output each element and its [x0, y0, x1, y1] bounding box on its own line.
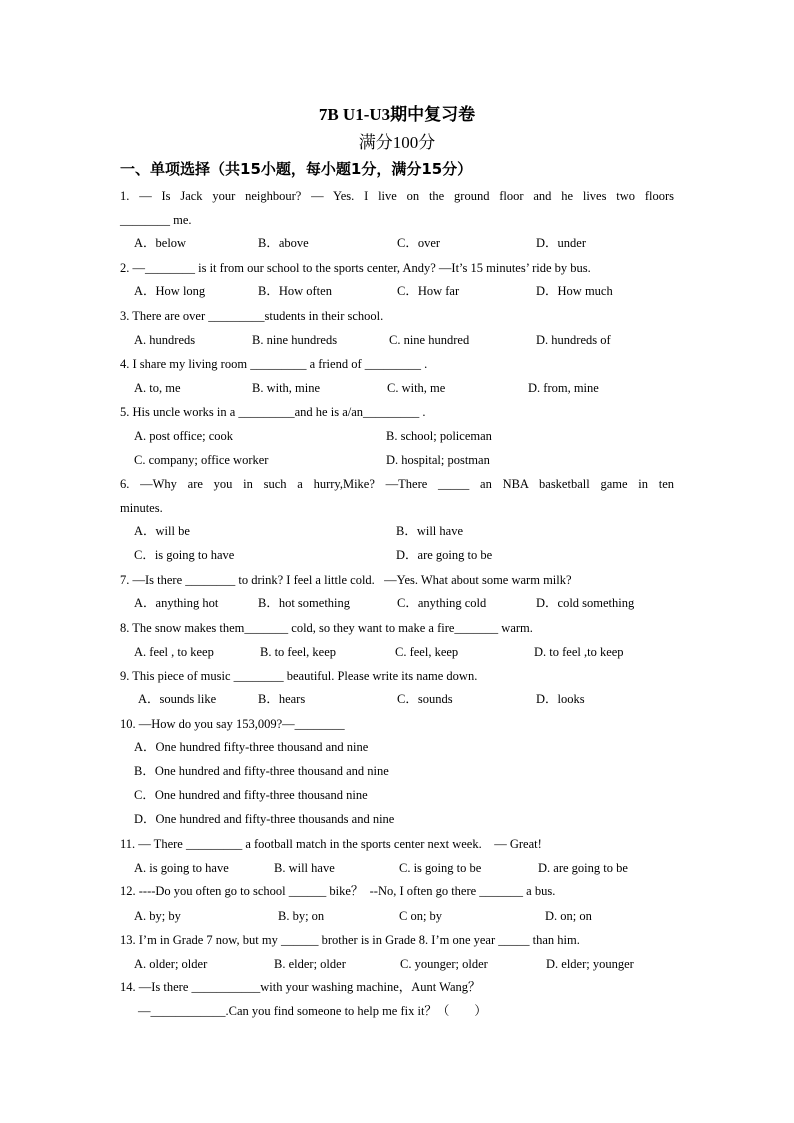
question-stem: 5. His uncle works in a _________and he is a/an_________ . [120, 405, 426, 419]
question-stem: 6. —Why are you in such a hurry,Mike? —There _____ an NBA basketball game in ten [120, 477, 674, 491]
question-stem: 14. —Is there ___________with your washing machine，Aunt Wang？ [120, 980, 481, 994]
option: D. elder; younger [546, 957, 634, 971]
option: B．above [258, 236, 309, 250]
option: B．hot something [258, 596, 351, 610]
option: A. older; older [134, 957, 208, 971]
question-stem: 13. I’m in Grade 7 now, but my ______ brother is in Grade 8. I’m one year _____ than him. [120, 933, 580, 947]
option: D. are going to be [538, 861, 628, 875]
option: A．anything hot [134, 596, 219, 610]
question-stem-continuation: —____________.Can you find someone to help me fix it？（ ） [138, 1004, 487, 1018]
option: B. elder; older [274, 957, 346, 971]
option: A. hundreds [134, 333, 196, 347]
option: C. is going to be [399, 861, 482, 875]
option: D. to feel ,to keep [534, 645, 624, 659]
option: D. hospital; postman [386, 453, 490, 467]
section-heading: 一、单项选择（共15小题，每小题1分，满分15分） [120, 160, 473, 178]
option: A．How long [134, 284, 206, 298]
option: C．sounds [397, 692, 453, 706]
option: B．hears [258, 692, 306, 706]
option: D. from, mine [528, 381, 599, 395]
option: A．One hundred fifty-three thousand and nine [134, 740, 369, 754]
option: B. by; on [278, 909, 325, 923]
option: D. on; on [545, 909, 592, 923]
option: A. feel , to keep [134, 645, 214, 659]
option: A. is going to have [134, 861, 229, 875]
page-subtitle: 满分100分 [358, 133, 436, 152]
question-stem: 1. — Is Jack your neighbour? — Yes. I live on the ground floor and he lives two floors [120, 189, 674, 203]
option: D．How much [536, 284, 613, 298]
option: C．anything cold [397, 596, 487, 610]
question-stem: 2. —________ is it from our school to the sports center, Andy? —It’s 15 minutes’ ride by bus. [120, 261, 591, 275]
option: B．will have [396, 524, 464, 538]
option: A．sounds like [138, 692, 217, 706]
question-stem: 12. ----Do you often go to school ______ bike？ --No, I often go there _______ a bus. [120, 884, 556, 898]
option: D．are going to be [396, 548, 493, 562]
option: C. nine hundred [389, 333, 470, 347]
option: C. younger; older [400, 957, 488, 971]
option: B. school; policeman [386, 429, 492, 443]
option: C. with, me [387, 381, 446, 395]
question-stem: 4. I share my living room _________ a friend of _________ . [120, 357, 428, 371]
question-stem: 8. The snow makes them_______ cold, so they want to make a fire_______ warm. [120, 621, 533, 635]
option: B. nine hundreds [252, 333, 338, 347]
option: D. hundreds of [536, 333, 611, 347]
page-title: 7B U1-U3期中复习卷 [318, 105, 476, 124]
option: D．One hundred and fifty-three thousands and nine [134, 812, 395, 826]
option: D．cold something [536, 596, 635, 610]
option: A. by; by [134, 909, 181, 923]
option: C．over [397, 236, 441, 250]
option: A．below [134, 236, 187, 250]
option: B．How often [258, 284, 332, 298]
option: A. post office; cook [134, 429, 234, 443]
question-stem: 7. —Is there ________ to drink? I feel a little cold. —Yes. What about some warm milk? [120, 573, 572, 587]
option: D．under [536, 236, 586, 250]
option: B. with, mine [252, 381, 321, 395]
option: C．One hundred and fifty-three thousand nine [134, 788, 368, 802]
question-stem-continuation: minutes. [120, 501, 163, 515]
question-stem: 11. — There _________ a football match in the sports center next week. — Great! [120, 837, 542, 851]
option: B. to feel, keep [260, 645, 337, 659]
option: C. company; office worker [134, 453, 269, 467]
option: C on; by [399, 909, 443, 923]
question-stem-continuation: ________ me. [120, 213, 192, 227]
option: C．is going to have [134, 548, 235, 562]
option: C. feel, keep [395, 645, 459, 659]
option: B．One hundred and fifty-three thousand and nine [134, 764, 389, 778]
option: D．looks [536, 692, 585, 706]
question-stem: 3. There are over _________students in their school. [120, 309, 384, 323]
question-stem: 9. This piece of music ________ beautiful. Please write its name down. [120, 669, 478, 683]
option: A. to, me [134, 381, 181, 395]
option: A．will be [134, 524, 190, 538]
option: B. will have [274, 861, 335, 875]
question-stem: 10. —How do you say 153,009?—________ [120, 717, 345, 731]
option: C．How far [397, 284, 460, 298]
